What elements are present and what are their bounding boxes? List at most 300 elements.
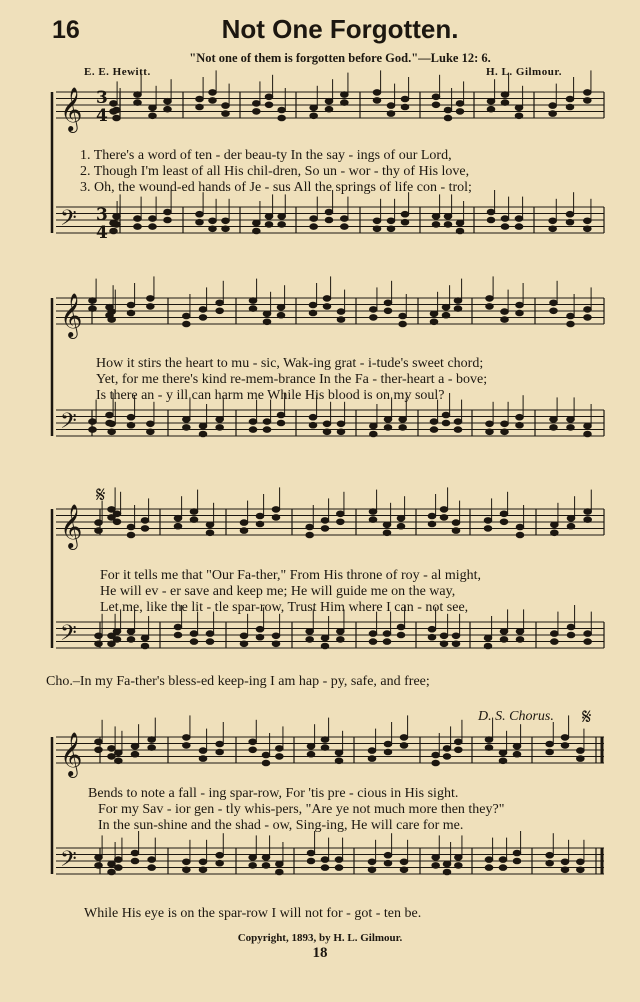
chorus-line-1 bbox=[46, 674, 430, 690]
notehead bbox=[584, 315, 592, 321]
notehead bbox=[341, 216, 349, 222]
notehead bbox=[216, 852, 224, 858]
notehead bbox=[430, 311, 438, 317]
notehead bbox=[148, 865, 156, 871]
notehead bbox=[306, 629, 314, 635]
notehead bbox=[321, 643, 329, 649]
notehead bbox=[325, 209, 333, 215]
notehead bbox=[148, 737, 156, 743]
notehead bbox=[400, 735, 408, 741]
time-sig-bottom: 4 bbox=[96, 106, 108, 126]
notehead bbox=[456, 109, 464, 115]
chorus-line-2: While His eye is on the spar-row I will not for - got - ten be. bbox=[84, 906, 422, 921]
notehead bbox=[499, 758, 507, 764]
notehead bbox=[141, 643, 149, 649]
notehead bbox=[551, 522, 559, 528]
notehead bbox=[516, 637, 524, 643]
treble-clef-icon: 𝄞 bbox=[60, 732, 83, 776]
notehead bbox=[141, 518, 149, 524]
notehead bbox=[148, 745, 156, 751]
notehead bbox=[444, 214, 452, 220]
notehead bbox=[174, 515, 182, 521]
notehead bbox=[442, 304, 450, 310]
notehead bbox=[306, 532, 314, 538]
notehead bbox=[454, 427, 462, 433]
notehead bbox=[400, 867, 408, 873]
notehead bbox=[384, 417, 392, 423]
notehead bbox=[577, 867, 585, 873]
notehead bbox=[199, 867, 207, 873]
notehead bbox=[432, 752, 440, 758]
notehead bbox=[397, 624, 405, 630]
notehead bbox=[369, 517, 377, 523]
notehead bbox=[516, 302, 524, 308]
notehead bbox=[501, 100, 509, 106]
notehead bbox=[115, 857, 123, 863]
notehead bbox=[249, 863, 257, 869]
notehead bbox=[131, 858, 139, 864]
notehead bbox=[455, 855, 463, 861]
notehead bbox=[577, 748, 585, 754]
notehead bbox=[399, 321, 407, 327]
time-sig-top: 3 bbox=[96, 88, 108, 108]
notehead bbox=[337, 317, 345, 323]
notehead bbox=[549, 226, 557, 232]
notehead bbox=[455, 863, 463, 869]
notehead bbox=[337, 637, 345, 643]
notehead bbox=[516, 629, 524, 635]
notehead bbox=[443, 861, 451, 867]
notehead bbox=[199, 756, 207, 762]
notehead bbox=[485, 737, 493, 743]
notehead bbox=[337, 511, 345, 517]
time-signature-bass bbox=[96, 205, 108, 243]
notehead bbox=[499, 865, 507, 871]
notehead bbox=[253, 228, 261, 234]
clefs bbox=[60, 87, 82, 877]
notehead bbox=[444, 222, 452, 228]
notehead bbox=[263, 419, 271, 425]
notehead bbox=[383, 522, 391, 528]
notehead bbox=[263, 319, 271, 325]
notehead bbox=[183, 735, 191, 741]
notehead bbox=[513, 850, 521, 856]
notehead bbox=[566, 96, 574, 102]
verse-3-line-4: In the sun-shine and the shad - ow, Sing-ing, He will care for me. bbox=[98, 818, 464, 833]
notehead bbox=[399, 425, 407, 431]
verse-1-line-1: 1. There's a word of ten - der beau-ty In the say - ings of our Lord, bbox=[80, 148, 452, 163]
notehead bbox=[384, 749, 392, 755]
notehead bbox=[487, 217, 495, 223]
notehead bbox=[216, 749, 224, 755]
notehead bbox=[95, 641, 103, 647]
bass-clef-icon: 𝄢 bbox=[60, 847, 77, 877]
notehead bbox=[567, 624, 575, 630]
notehead bbox=[113, 629, 121, 635]
notehead bbox=[323, 296, 331, 302]
notehead bbox=[335, 750, 343, 756]
notehead bbox=[384, 860, 392, 866]
bass-clef-icon: 𝄢 bbox=[60, 621, 77, 651]
notehead bbox=[249, 747, 257, 753]
hymn-number: 16 bbox=[52, 16, 80, 44]
notehead bbox=[278, 115, 286, 121]
notehead bbox=[485, 857, 493, 863]
notehead bbox=[546, 852, 554, 858]
notehead bbox=[499, 857, 507, 863]
verse-3-line-1: 3. Oh, the wound-ed hands of Je - sus All the springs of life con - trol; bbox=[80, 180, 472, 195]
notehead bbox=[321, 745, 329, 751]
notehead bbox=[240, 520, 248, 526]
notehead bbox=[147, 421, 155, 427]
notehead bbox=[249, 739, 257, 745]
notehead bbox=[515, 224, 523, 230]
notehead bbox=[265, 102, 273, 108]
notehead bbox=[440, 507, 448, 513]
notehead bbox=[566, 211, 574, 217]
notehead bbox=[584, 631, 592, 637]
notehead bbox=[323, 304, 331, 310]
notehead bbox=[134, 224, 142, 230]
notehead bbox=[584, 431, 592, 437]
treble-clef-icon: 𝄞 bbox=[60, 293, 83, 337]
notehead bbox=[546, 741, 554, 747]
notehead bbox=[549, 103, 557, 109]
notehead bbox=[196, 96, 204, 102]
notehead bbox=[108, 746, 116, 752]
notehead bbox=[567, 425, 575, 431]
notehead bbox=[567, 515, 575, 521]
notehead bbox=[432, 214, 440, 220]
notehead bbox=[113, 511, 121, 517]
notehead bbox=[89, 298, 97, 304]
notehead bbox=[486, 296, 494, 302]
notehead bbox=[307, 850, 315, 856]
notehead bbox=[337, 519, 345, 525]
notehead bbox=[272, 633, 280, 639]
notehead bbox=[183, 417, 191, 423]
notehead bbox=[584, 509, 592, 515]
notehead bbox=[370, 423, 378, 429]
notehead bbox=[550, 308, 558, 314]
notehead bbox=[561, 867, 569, 873]
notehead bbox=[484, 643, 492, 649]
notehead bbox=[454, 298, 462, 304]
notehead bbox=[265, 214, 273, 220]
notehead bbox=[131, 743, 139, 749]
notehead bbox=[190, 509, 198, 515]
notehead bbox=[484, 635, 492, 641]
notehead bbox=[486, 429, 494, 435]
notehead bbox=[307, 751, 315, 757]
ds-chorus-direction: D. S. Chorus. bbox=[478, 709, 554, 724]
notehead bbox=[216, 308, 224, 314]
notehead bbox=[263, 427, 271, 433]
notehead bbox=[199, 431, 207, 437]
notehead bbox=[455, 747, 463, 753]
notehead bbox=[183, 425, 191, 431]
notehead bbox=[115, 750, 123, 756]
notehead bbox=[325, 98, 333, 104]
notehead bbox=[141, 526, 149, 532]
notehead bbox=[432, 855, 440, 861]
notehead bbox=[341, 100, 349, 106]
notehead bbox=[106, 412, 114, 418]
notehead bbox=[108, 421, 116, 427]
notehead bbox=[500, 637, 508, 643]
notehead bbox=[397, 632, 405, 638]
notehead bbox=[551, 639, 559, 645]
notehead bbox=[127, 637, 135, 643]
notehead bbox=[278, 214, 286, 220]
notehead bbox=[515, 113, 523, 119]
notehead bbox=[397, 515, 405, 521]
notehead bbox=[108, 869, 116, 875]
notehead bbox=[323, 421, 331, 427]
notehead bbox=[516, 422, 524, 428]
notehead bbox=[513, 751, 521, 757]
notehead bbox=[149, 224, 157, 230]
notehead bbox=[89, 419, 97, 425]
notehead bbox=[196, 104, 204, 110]
notehead bbox=[399, 417, 407, 423]
notehead bbox=[272, 515, 280, 521]
notehead bbox=[397, 523, 405, 529]
verse-3-line-2: Is there an - y ill can harm me While His blood is on my soul? bbox=[96, 388, 445, 403]
notehead bbox=[456, 228, 464, 234]
notehead bbox=[501, 317, 509, 323]
notehead bbox=[368, 867, 376, 873]
notehead bbox=[501, 421, 509, 427]
notehead bbox=[276, 746, 284, 752]
notehead bbox=[199, 423, 207, 429]
notehead bbox=[310, 113, 318, 119]
notehead bbox=[452, 520, 460, 526]
notehead bbox=[196, 211, 204, 217]
notehead bbox=[440, 641, 448, 647]
notehead bbox=[240, 641, 248, 647]
notehead bbox=[108, 309, 116, 315]
notehead bbox=[501, 429, 509, 435]
notehead bbox=[276, 754, 284, 760]
notehead bbox=[115, 758, 123, 764]
notehead bbox=[206, 631, 214, 637]
treble-clef-icon: 𝄞 bbox=[60, 87, 83, 131]
notehead bbox=[149, 216, 157, 222]
notehead bbox=[256, 626, 264, 632]
notehead bbox=[95, 528, 103, 534]
notehead bbox=[95, 739, 103, 745]
notehead bbox=[110, 109, 118, 115]
notehead bbox=[454, 419, 462, 425]
notehead bbox=[401, 104, 409, 110]
notehead bbox=[127, 422, 135, 428]
notehead bbox=[335, 865, 343, 871]
notehead bbox=[400, 859, 408, 865]
notehead bbox=[127, 524, 135, 530]
chorus-label: Cho. bbox=[46, 674, 73, 689]
notehead bbox=[370, 431, 378, 437]
notehead bbox=[584, 517, 592, 523]
notehead bbox=[253, 101, 261, 107]
notehead bbox=[566, 104, 574, 110]
notehead bbox=[127, 629, 135, 635]
notehead bbox=[263, 311, 271, 317]
notehead bbox=[199, 748, 207, 754]
notehead bbox=[253, 109, 261, 115]
notehead bbox=[373, 98, 381, 104]
notehead bbox=[515, 216, 523, 222]
notehead bbox=[265, 222, 273, 228]
notehead bbox=[149, 105, 157, 111]
notehead bbox=[277, 412, 285, 418]
notehead bbox=[577, 859, 585, 865]
notehead bbox=[430, 419, 438, 425]
notehead bbox=[222, 103, 230, 109]
notehead bbox=[147, 429, 155, 435]
notehead bbox=[369, 639, 377, 645]
notehead bbox=[209, 90, 217, 96]
notehead bbox=[584, 423, 592, 429]
notehead bbox=[442, 312, 450, 318]
notehead bbox=[262, 855, 270, 861]
notehead bbox=[134, 100, 142, 106]
notehead bbox=[443, 869, 451, 875]
notehead bbox=[546, 749, 554, 755]
notehead bbox=[400, 743, 408, 749]
notehead bbox=[174, 632, 182, 638]
notehead bbox=[95, 633, 103, 639]
notehead bbox=[134, 216, 142, 222]
notehead bbox=[127, 414, 135, 420]
notehead bbox=[549, 218, 557, 224]
notehead bbox=[321, 635, 329, 641]
notehead bbox=[454, 306, 462, 312]
notehead bbox=[206, 530, 214, 536]
notehead bbox=[500, 519, 508, 525]
notehead bbox=[174, 624, 182, 630]
notehead bbox=[373, 90, 381, 96]
notehead bbox=[337, 421, 345, 427]
notehead bbox=[321, 857, 329, 863]
notehead bbox=[190, 517, 198, 523]
notehead bbox=[249, 419, 257, 425]
notehead bbox=[110, 228, 118, 234]
notehead bbox=[309, 310, 317, 316]
notehead bbox=[265, 94, 273, 100]
notehead bbox=[335, 758, 343, 764]
notehead bbox=[206, 639, 214, 645]
notehead bbox=[432, 222, 440, 228]
notehead bbox=[277, 420, 285, 426]
verse-3-line-3: Let me, like the lit - tle spar-row, Trust Him where I can - not see, bbox=[100, 600, 469, 615]
notehead bbox=[95, 520, 103, 526]
treble-clef-icon: 𝄞 bbox=[60, 504, 83, 548]
notehead bbox=[513, 743, 521, 749]
notehead bbox=[500, 511, 508, 517]
notehead bbox=[306, 637, 314, 643]
notehead bbox=[401, 219, 409, 225]
notehead bbox=[428, 521, 436, 527]
notehead bbox=[149, 113, 157, 119]
notehead bbox=[277, 304, 285, 310]
notehead bbox=[387, 111, 395, 117]
notehead bbox=[551, 631, 559, 637]
notehead bbox=[486, 304, 494, 310]
notehead bbox=[262, 760, 270, 766]
notehead bbox=[113, 637, 121, 643]
notehead bbox=[546, 860, 554, 866]
notehead bbox=[384, 308, 392, 314]
notehead bbox=[577, 756, 585, 762]
notehead bbox=[500, 629, 508, 635]
verse-2-line-4: For my Sav - ior gen - tly whis-pers, "Are ye not much more then they?" bbox=[98, 802, 505, 817]
notehead bbox=[384, 852, 392, 858]
notehead bbox=[337, 429, 345, 435]
notehead bbox=[440, 515, 448, 521]
notehead bbox=[341, 224, 349, 230]
notehead bbox=[113, 214, 121, 220]
notehead bbox=[513, 858, 521, 864]
notehead bbox=[373, 218, 381, 224]
notehead bbox=[440, 633, 448, 639]
notehead bbox=[256, 513, 264, 519]
notehead bbox=[141, 635, 149, 641]
notehead bbox=[209, 226, 217, 232]
notehead bbox=[550, 300, 558, 306]
notehead bbox=[216, 860, 224, 866]
notehead bbox=[567, 313, 575, 319]
notehead bbox=[387, 218, 395, 224]
bass-clef-icon: 𝄢 bbox=[60, 206, 77, 236]
notehead bbox=[516, 524, 524, 530]
notehead bbox=[341, 92, 349, 98]
notehead bbox=[309, 302, 317, 308]
notehead bbox=[174, 523, 182, 529]
notehead bbox=[216, 300, 224, 306]
notehead bbox=[550, 417, 558, 423]
notehead bbox=[387, 103, 395, 109]
notehead bbox=[442, 412, 450, 418]
notehead bbox=[190, 639, 198, 645]
notehead bbox=[486, 421, 494, 427]
notehead bbox=[307, 743, 315, 749]
notehead bbox=[384, 741, 392, 747]
notehead bbox=[452, 641, 460, 647]
notehead bbox=[131, 751, 139, 757]
notehead bbox=[370, 307, 378, 313]
notehead bbox=[115, 865, 123, 871]
verse-1-line-3: For it tells me that "Our Fa-ther," From His throne of roy - al might, bbox=[100, 568, 482, 583]
verse-2-line-1: 2. Though I'm least of all His chil-dren, So un - wor - thy of His love, bbox=[80, 164, 470, 179]
notehead bbox=[164, 217, 172, 223]
hymn-title: Not One Forgotten. bbox=[221, 14, 459, 44]
notehead bbox=[383, 639, 391, 645]
notehead bbox=[369, 509, 377, 515]
notehead bbox=[487, 106, 495, 112]
notehead bbox=[387, 226, 395, 232]
notehead bbox=[249, 855, 257, 861]
notehead bbox=[399, 313, 407, 319]
notehead bbox=[499, 750, 507, 756]
notehead bbox=[516, 414, 524, 420]
notehead bbox=[428, 513, 436, 519]
notehead bbox=[309, 414, 317, 420]
notehead bbox=[567, 632, 575, 638]
notehead bbox=[321, 526, 329, 532]
notehead bbox=[307, 858, 315, 864]
verse-2-line-3: He will ev - er save and keep me; He will guide me on the way, bbox=[100, 584, 456, 599]
